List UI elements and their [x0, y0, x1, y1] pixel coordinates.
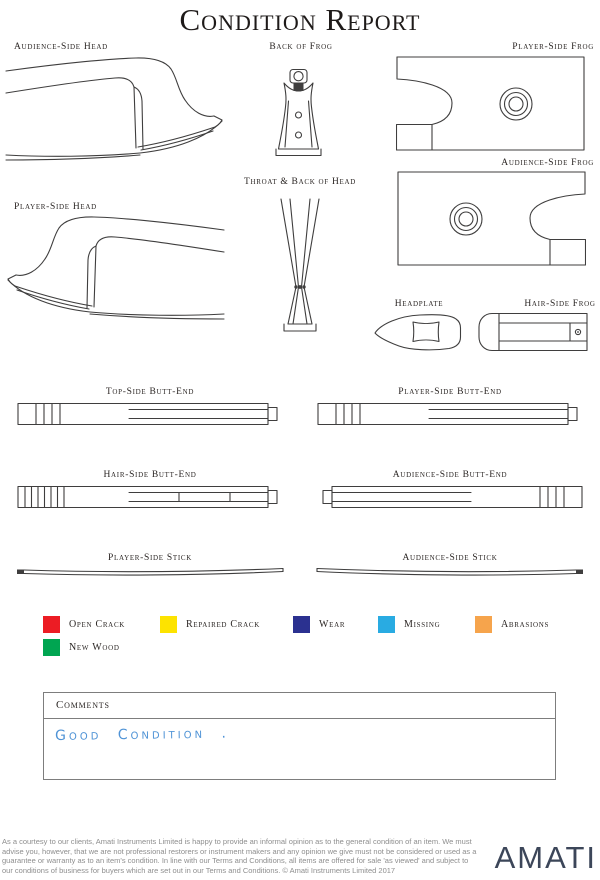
- label-player-side-head: Player-Side Head: [14, 202, 97, 212]
- new-wood-swatch: [43, 639, 60, 656]
- open-crack-swatch: [43, 616, 60, 633]
- legend-item-repaired-crack: [160, 616, 260, 633]
- drawing-player-side-head: [4, 213, 226, 337]
- label-audience-side-head: Audience-Side Head: [14, 42, 108, 52]
- label-throat-back-of-head: Throat & Back of Head: [243, 177, 357, 187]
- label-audience-side-stick: Audience-Side Stick: [402, 553, 498, 563]
- legend-item-wear: [293, 616, 345, 633]
- label-player-side-stick: Player-Side Stick: [108, 553, 192, 563]
- drawing-audience-side-butt-end: [317, 482, 583, 512]
- comments-header: Comments: [44, 693, 555, 719]
- footer-disclaimer: As a courtesy to our clients, Amati Instruments Limited is happy to provide an informal opinion as to the general condition of an item. We must advise you, however, that we are not professional restorers or instrument makers and any opinion we give must not be considered or used as a guarantee or warranty as to an item's condition. In line with our Terms and Conditions, all items are offered for sale 'as viewed' and subject to our conditions of business for buyers which are set out in our Terms and Conditions. © Amati Instruments Limited 2017: [2, 837, 477, 876]
- label-hair-side-butt-end: Hair-Side Butt-End: [103, 470, 197, 480]
- legend-label: Open Crack: [69, 619, 126, 630]
- legend-label: New Wood: [69, 642, 120, 653]
- legend-item-open-crack: [43, 616, 125, 633]
- repaired-crack-swatch: [160, 616, 177, 633]
- drawing-audience-side-frog: [396, 171, 586, 267]
- drawing-headplate: [372, 309, 464, 355]
- drawing-throat-back-of-head: [269, 197, 331, 343]
- legend-label: Abrasions: [501, 619, 550, 630]
- label-headplate: Headplate: [394, 299, 444, 309]
- legend-item-missing: [378, 616, 440, 633]
- label-back-of-frog: Back of Frog: [269, 42, 333, 52]
- legend-item-new-wood: [43, 639, 120, 656]
- label-player-side-frog: Player-Side Frog: [512, 42, 594, 52]
- drawing-audience-side-head: [4, 54, 226, 178]
- legend-label: Missing: [404, 619, 441, 630]
- legend-item-abrasions: [475, 616, 549, 633]
- comments-note: Good Condition .: [55, 725, 230, 744]
- drawing-player-side-stick: [13, 564, 285, 580]
- drawing-player-side-butt-end: [317, 399, 583, 429]
- drawing-hair-side-butt-end: [17, 482, 283, 512]
- label-audience-side-butt-end: Audience-Side Butt-End: [392, 470, 508, 480]
- drawing-audience-side-stick: [315, 564, 587, 580]
- legend-label: Repaired Crack: [186, 619, 261, 630]
- comments-box: [43, 692, 556, 780]
- abrasions-swatch: [475, 616, 492, 633]
- page-title: Condition Report: [179, 2, 421, 37]
- drawing-player-side-frog: [396, 56, 586, 152]
- label-hair-side-frog: Hair-Side Frog: [524, 299, 596, 309]
- drawing-top-side-butt-end: [17, 399, 283, 429]
- label-audience-side-frog: Audience-Side Frog: [501, 158, 594, 168]
- label-top-side-butt-end: Top-Side Butt-End: [105, 387, 195, 397]
- legend-label: Wear: [319, 619, 346, 630]
- label-player-side-butt-end: Player-Side Butt-End: [398, 387, 502, 397]
- wear-swatch: [293, 616, 310, 633]
- drawing-hair-side-frog: [477, 312, 589, 352]
- missing-swatch: [378, 616, 395, 633]
- drawing-back-of-frog: [273, 68, 325, 160]
- brand-logo: AMATI: [494, 840, 597, 875]
